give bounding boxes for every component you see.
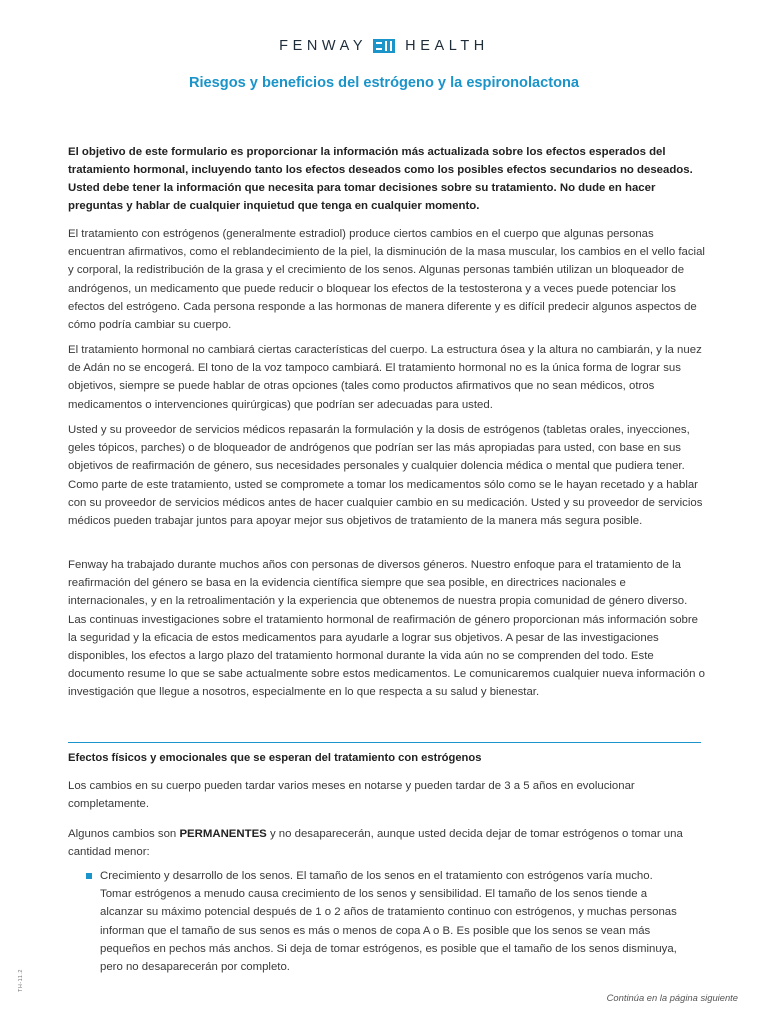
list-item-breast-growth: [100, 867, 680, 976]
section-heading: Efectos físicos y emocionales que se esperan del tratamiento con estrógenos: [68, 752, 482, 764]
permanent-rest-text: y no desaparecerán, aunque usted decida dejar de tomar estrógenos o tomar una cantidad menor:: [68, 828, 683, 859]
logo-word-right: HEALTH: [405, 38, 489, 54]
permanent-intro-text: Algunos cambios son: [68, 828, 180, 840]
form-code: TH-11.2: [18, 969, 24, 992]
body-paragraph-unchanged-traits: El tratamiento hormonal no cambiará ciertas características del cuerpo. La estructura ósea y la altura no cambiarán, y la nuez de Adán no se encogerá. El tono de la voz tampoco cambiará. El tratamiento hormonal no es la única forma de lograr sus objetivos, siempre se puede hablar de otras opciones (tales como productos afirmativos que no sean médicos, otros medicamentos o intervenciones quirúrgicas) que podrían ser adecuadas para usted.: [68, 344, 702, 411]
section-paragraph-timeline: Los cambios en su cuerpo pueden tardar varios meses en notarse y pueden tardar de 3 a 5 años en evolucionar completamente.: [68, 780, 635, 811]
section-paragraph-permanent: [68, 825, 708, 861]
fenway-health-mark-icon: [371, 39, 397, 54]
fenway-health-logo: [0, 38, 768, 54]
bullet-square-icon: [86, 873, 92, 879]
intro-paragraph: El objetivo de este formulario es proporcionar la información más actualizada sobre los efectos esperados del tratamiento hormonal, incluyendo tanto los efectos deseados como los posibles efectos secundarios no deseados. Usted debe tener la información que necesita para tomar decisiones sobre su tratamiento. No dude en hacer preguntas y hablar de cualquier inquietud que tenga en cualquier momento.: [68, 146, 693, 212]
body-paragraph-provider-review: Usted y su proveedor de servicios médicos repasarán la formulación y la dosis de estrógenos (tabletas orales, inyecciones, geles tópicos, parches) o de bloqueador de andrógenos que podrían ser las más apropiadas para usted, con base en sus objetivos de reafirmación de género, sus necesidades personales y cualquier dolencia médica o mental que pudiera tener. Como parte de este tratamiento, usted se compromete a tomar los medicamentos sólo como se le hayan recetado y a hablar con su proveedor de servicios médicos antes de hacer cualquier cambio en su medicación. Usted y su proveedor de servicios médicos pueden trabajar juntos para apoyar mejor sus objetivos de tratamiento de la manera más segura posible.: [68, 424, 703, 528]
logo-word-left: FENWAY: [279, 38, 368, 54]
permanent-emphasis: PERMANENTES: [179, 828, 267, 840]
page-title: Riesgos y beneficios del estrógeno y la espironolactona: [188, 75, 580, 91]
section-divider: [68, 742, 701, 743]
bullet-text: Crecimiento y desarrollo de los senos. El tamaño de los senos en el tratamiento con estrógenos varía mucho. Tomar estrógenos a menudo causa crecimiento de los senos y sensibilidad. El tamaño de los senos tiende a alcanzar su máximo potencial después de 1 o 2 años de tratamiento continuo con estrógenos, y muchas personas informan que el tamaño de sus senos es más o menos de copa A o B. Es posible que los senos se vean más pequeños en pechos más anchos. Si deja de tomar estrógenos, es posible que el tamaño de los senos disminuya, pero no desaparecerán por completo.: [100, 870, 677, 974]
body-paragraph-fenway-approach: Fenway ha trabajado durante muchos años con personas de diversos géneros. Nuestro enfoque para el tratamiento de la reafirmación del género se basa en la evidencia científica siempre que sea posible, en directrices nacionales e internacionales, y en la retroalimentación y la experiencia que obtenemos de nuestra propia comunidad de género diverso. Las continuas investigaciones sobre el tratamiento hormonal de reafirmación de género proporcionan más información sobre la seguridad y la eficacia de estos medicamentos para ayudarle a lograr sus objetivos. A pesar de las investigaciones disponibles, los efectos a largo plazo del tratamiento hormonal durante la vida aún no se comprenden del todo. Este documento resume lo que se sabe actualmente sobre estos medicamentos. Le comunicaremos cualquier nueva información o investigación que llegue a nosotros, especialmente en lo que respecta a su salud y bienestar.: [68, 559, 705, 699]
continue-note: Continúa en la página siguiente: [606, 992, 738, 1003]
body-paragraph-estrogen-changes: El tratamiento con estrógenos (generalmente estradiol) produce ciertos cambios en el cuerpo que algunas personas encuentran afirmativos, como el reblandecimiento de la piel, la disminución de la masa muscular, los cambios en el vello facial y corporal, la redistribución de la grasa y el crecimiento de los senos. Algunas personas también utilizan un bloqueador de andrógenos, un medicamento que puede reducir o bloquear los efectos de la testosterona y a veces puede potenciar los efectos del estrógeno. Cada persona responde a las hormonas de manera diferente y es difícil predecir algunos aspectos de cómo podría cambiar su cuerpo.: [68, 228, 705, 332]
